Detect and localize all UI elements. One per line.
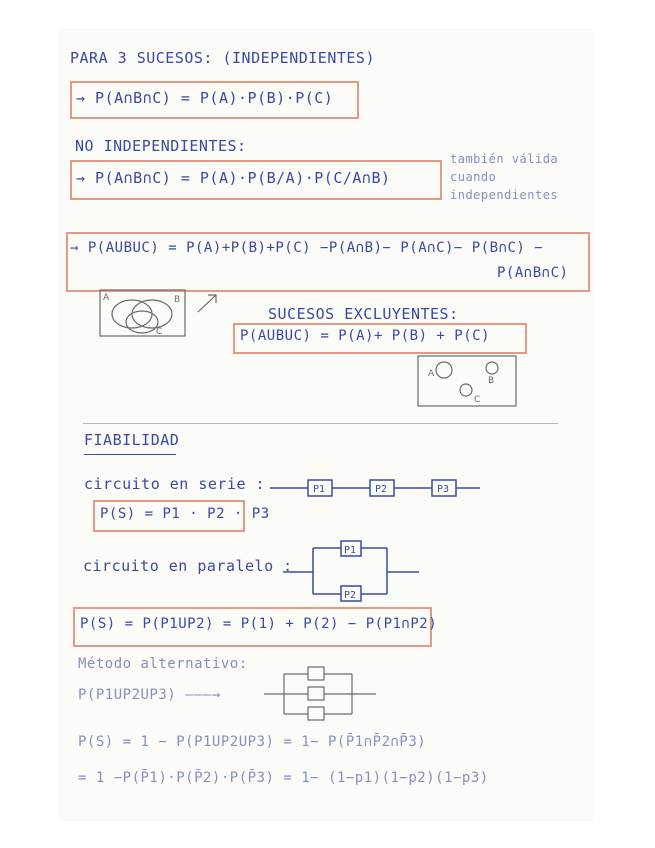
series-circuit-diagram — [270, 476, 480, 500]
venn-label-b: B — [174, 295, 181, 305]
heading-not-independent: NO INDEPENDIENTES: — [75, 137, 247, 155]
alternative-union-expression: P(P1UP2UP3) ———→ — [78, 687, 221, 703]
arrow-icon — [196, 292, 220, 314]
formula-dependent: → P(A∩B∩C) = P(A)·P(B/A)·P(C/A∩B) — [76, 169, 391, 187]
heading-reliability-underline — [84, 454, 176, 455]
alternative-complement-line: P(S) = 1 − P(P1UP2UP3) = 1− P(P̄1∩P̄2∩P̄3) — [78, 734, 427, 750]
parallel-circuit-label: circuito en paralelo : — [83, 557, 293, 575]
heading-three-events: PARA 3 SUCESOS: (INDEPENDIENTES) — [70, 49, 375, 67]
parallel-block-p2: P2 — [344, 590, 357, 601]
side-note-line-2: cuando — [450, 170, 497, 184]
formula-exclusive: P(AUBUC) = P(A)+ P(B) + P(C) — [240, 328, 491, 344]
section-divider — [83, 423, 558, 424]
venn-label-a: A — [103, 293, 110, 303]
series-block-p2: P2 — [375, 484, 388, 495]
alternative-product-line: = 1 −P(P̄1)·P(P̄2)·P(P̄3) = 1− (1−p1)(1−p2)(1−p3) — [78, 770, 489, 786]
formula-union-line-1: → P(AUBUC) = P(A)+P(B)+P(C) −P(A∩B)− P(A∩C)− P(B∩C) − — [70, 240, 544, 256]
alternative-method-label: Método alternativo: — [78, 656, 248, 672]
side-note-line-3: independientes — [450, 188, 559, 202]
venn-diagram — [100, 290, 190, 340]
formula-series: P(S) = P1 · P2 · P3 — [100, 506, 270, 522]
heading-reliability: FIABILIDAD — [84, 431, 180, 449]
formula-union-line-2: P(A∩B∩C) — [497, 265, 569, 281]
disjoint-diagram — [418, 356, 518, 408]
side-note-line-1: también válida — [450, 152, 559, 166]
series-block-p3: P3 — [437, 484, 450, 495]
parallel-block-p1: P1 — [344, 545, 357, 556]
venn-label-c: C — [156, 327, 163, 337]
formula-independent: → P(A∩B∩C) = P(A)·P(B)·P(C) — [76, 89, 334, 107]
formula-parallel: P(S) = P(P1UP2) = P(1) + P(2) − P(P1∩P2) — [80, 616, 438, 632]
series-circuit-label: circuito en serie : — [84, 475, 266, 493]
parallel-circuit-diagram — [283, 540, 419, 602]
series-block-p1: P1 — [313, 484, 326, 495]
disjoint-label-c: C — [474, 395, 481, 405]
disjoint-label-b: B — [488, 376, 495, 386]
alternative-circuit-diagram — [264, 664, 376, 724]
heading-exclusive-events: SUCESOS EXCLUYENTES: — [268, 305, 459, 323]
disjoint-label-a: A — [428, 369, 435, 379]
